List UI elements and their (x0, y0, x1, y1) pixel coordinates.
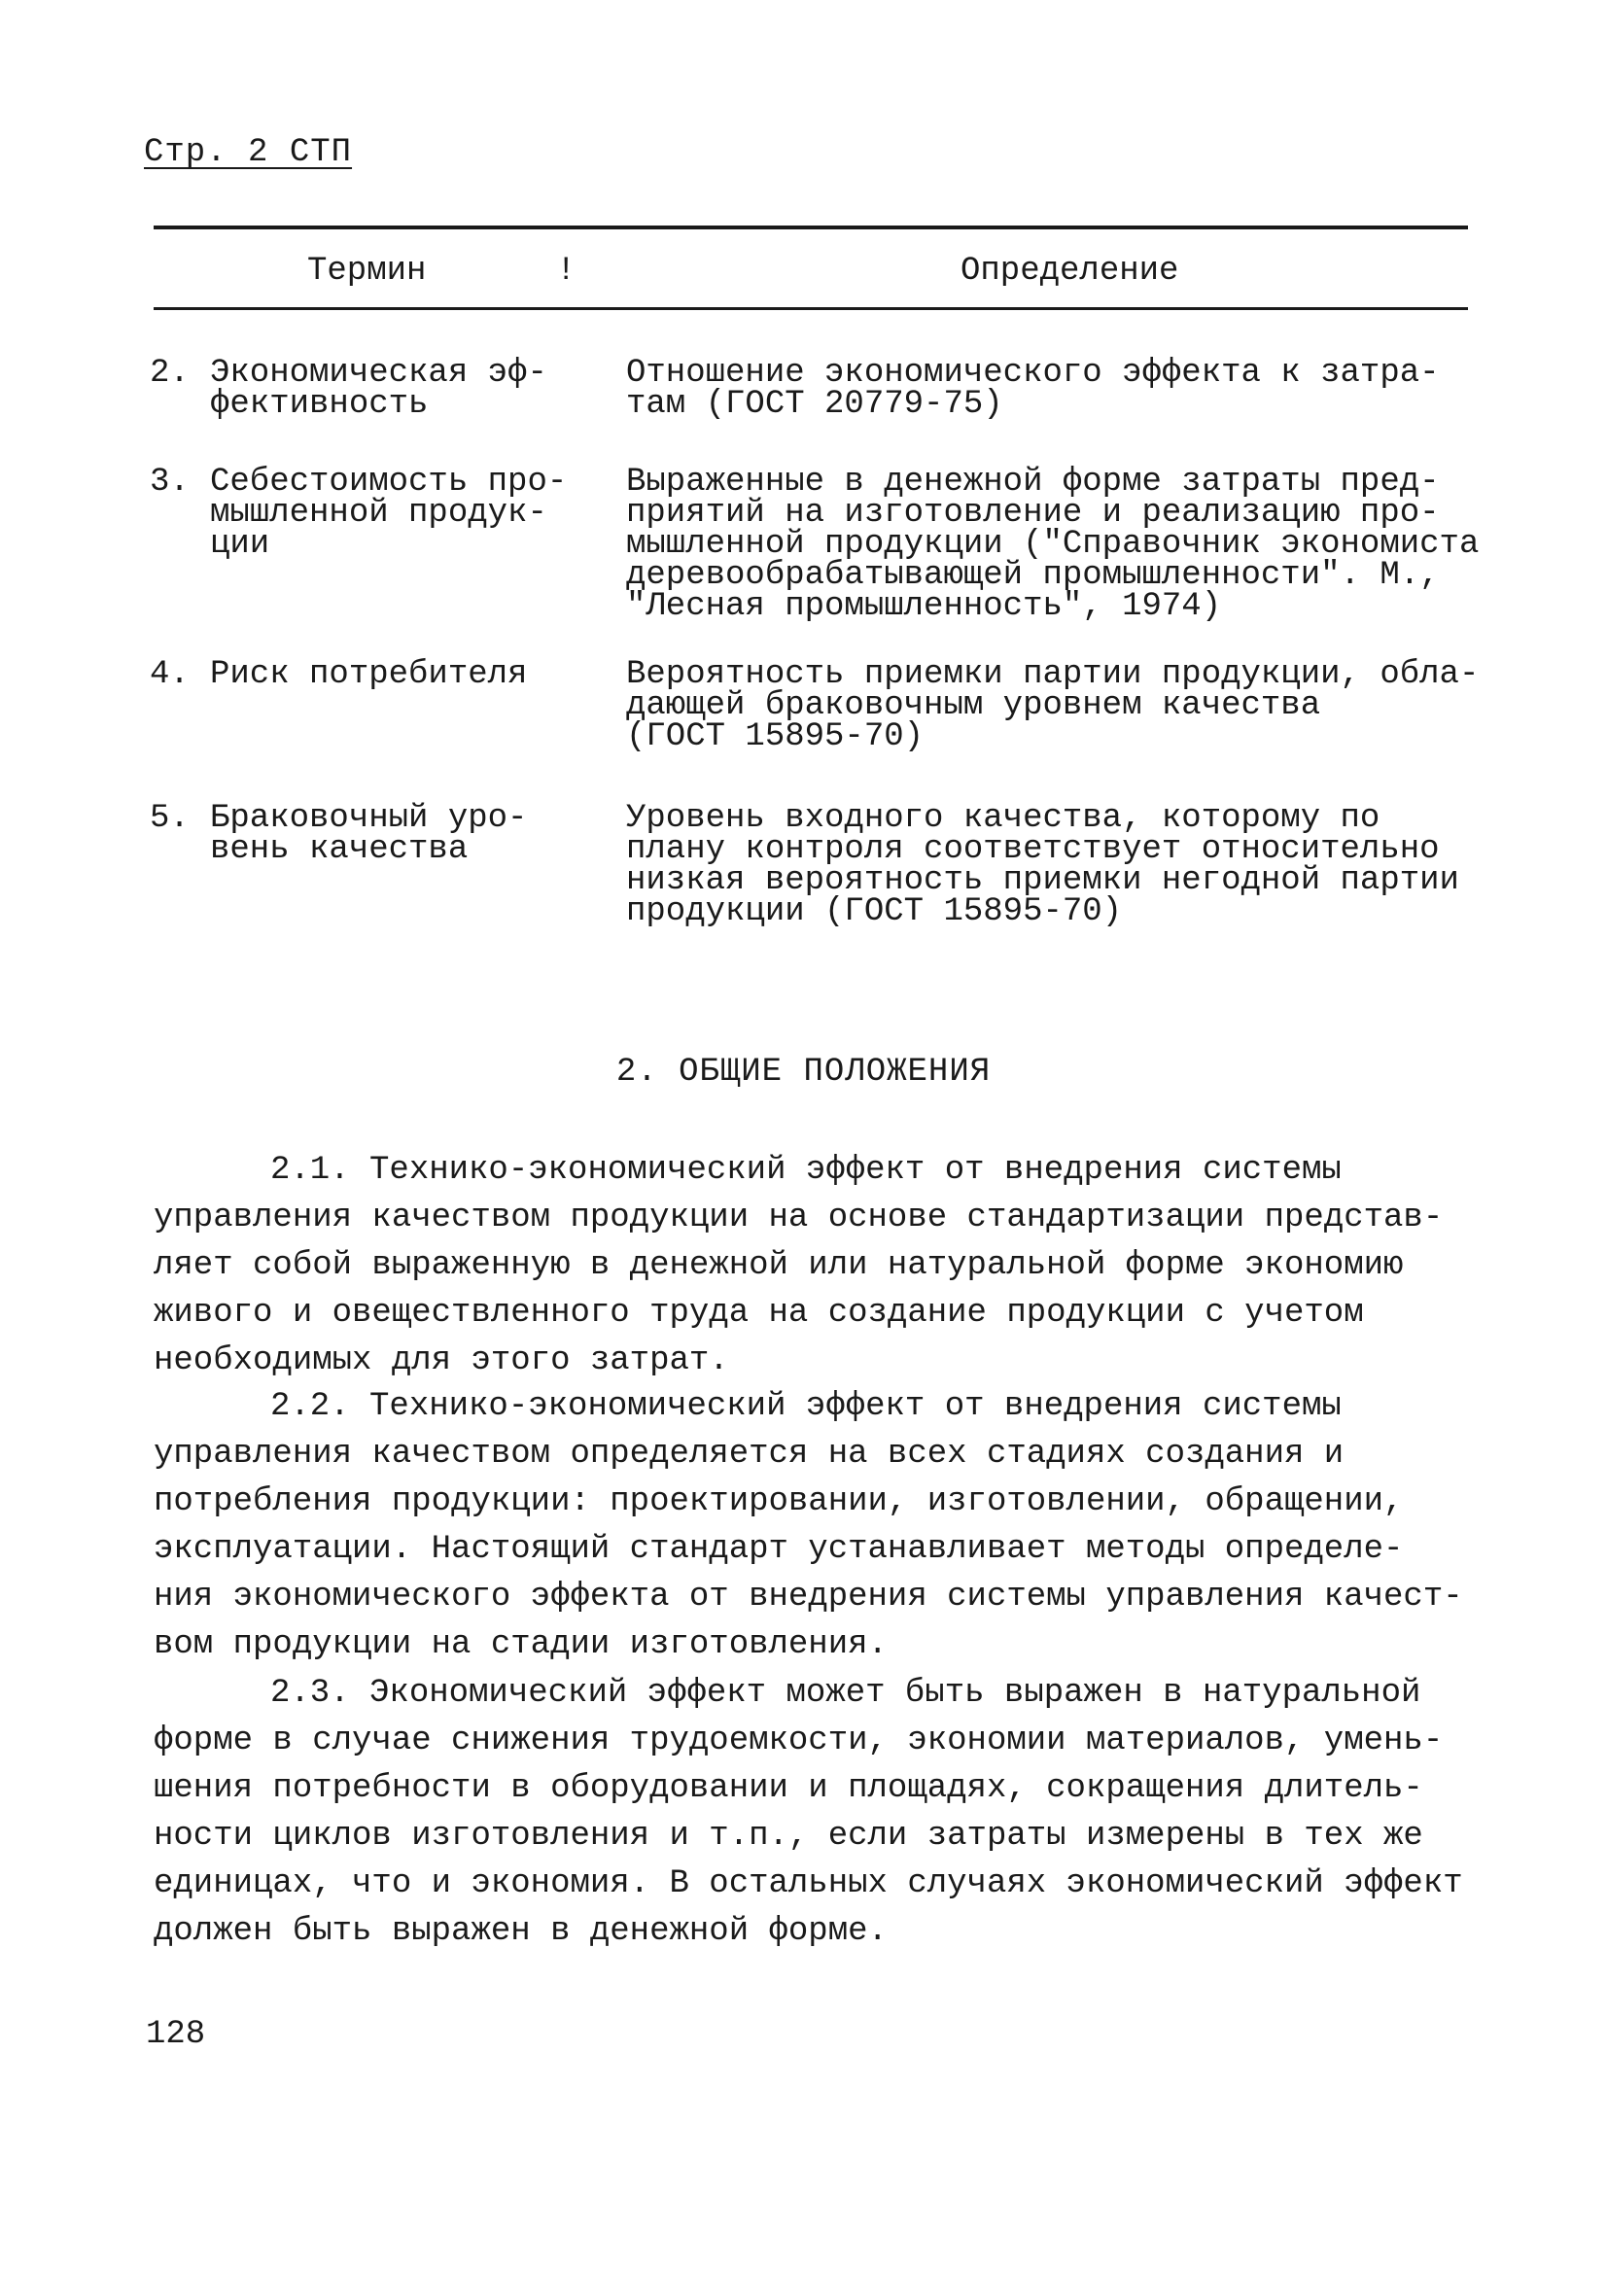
row-number: 2. (150, 355, 190, 392)
row-term: Браковочный уро- вень качества (210, 800, 528, 868)
paragraph (154, 1147, 1468, 1385)
row-term: Экономическая эф- фективность (210, 355, 547, 423)
column-header-definition: Определение (961, 253, 1179, 290)
section-title: 2. ОБЩИЕ ПОЛОЖЕНИЯ (615, 1054, 992, 1091)
row-definition: Отношение экономического эффекта к затра- там (ГОСТ 20779-75) (626, 355, 1440, 423)
table-header-rule (154, 307, 1468, 310)
page-header: Стр. 2 СТП (144, 134, 353, 171)
column-header-term: Термин (307, 253, 427, 290)
row-term: Риск потребителя (210, 656, 528, 693)
column-separator: ! (556, 253, 576, 290)
paragraph-text: 2.1. Технико-экономический эффект от внедрения системы управления качеством продукции на основе стандартизации представ- ляет собой выраженную в денежной или натуральной форме экономию живого и овеществленного труда на создание продукции с учетом необходимых для этого затрат. (154, 1152, 1444, 1379)
row-definition: Выраженные в денежной форме затраты пред- приятий на изготовление и реализацию про- мышленной продукции ("Справочник экономиста деревообрабатывающей промышленности". М., "Лесная промышленность", 1974) (626, 464, 1480, 625)
table-top-rule (154, 226, 1468, 229)
paragraph-text: 2.2. Технико-экономический эффект от внедрения системы управления качеством определяется на всех стадиях создания и потребления продукции: проектировании, изготовлении, обращении, эксплуатации. Настоящий стандарт устанавливает методы определе- ния экономического эффекта от внедрения системы управления качест- вом продукции на стадии изготовления. (154, 1388, 1463, 1663)
row-definition: Вероятность приемки партии продукции, обла- дающей браковочным уровнем качества (ГОСТ 15895-70) (626, 656, 1480, 755)
paragraph-text: 2.3. Экономический эффект может быть выражен в натуральной форме в случае снижения трудоемкости, экономии материалов, умень- шения потребности в оборудовании и площадях, сокращения длитель- ности циклов изготовления и т.п., если затраты измерены в тех же единицах, что и экономия. В остальных случаях экономический эффект должен быть выражен в денежной форме. (154, 1675, 1463, 1950)
row-number: 5. (150, 800, 190, 837)
row-number: 3. (150, 464, 190, 501)
row-term: Себестоимость про- мышленной продук- ции (210, 464, 568, 563)
row-definition: Уровень входного качества, которому по плану контроля соответствует относительно низкая вероятность приемки негодной партии продукции (ГОСТ 15895-70) (626, 800, 1459, 930)
paragraph (154, 1670, 1468, 1956)
page-number: 128 (146, 2016, 206, 2053)
row-number: 4. (150, 656, 190, 693)
paragraph (154, 1383, 1468, 1669)
